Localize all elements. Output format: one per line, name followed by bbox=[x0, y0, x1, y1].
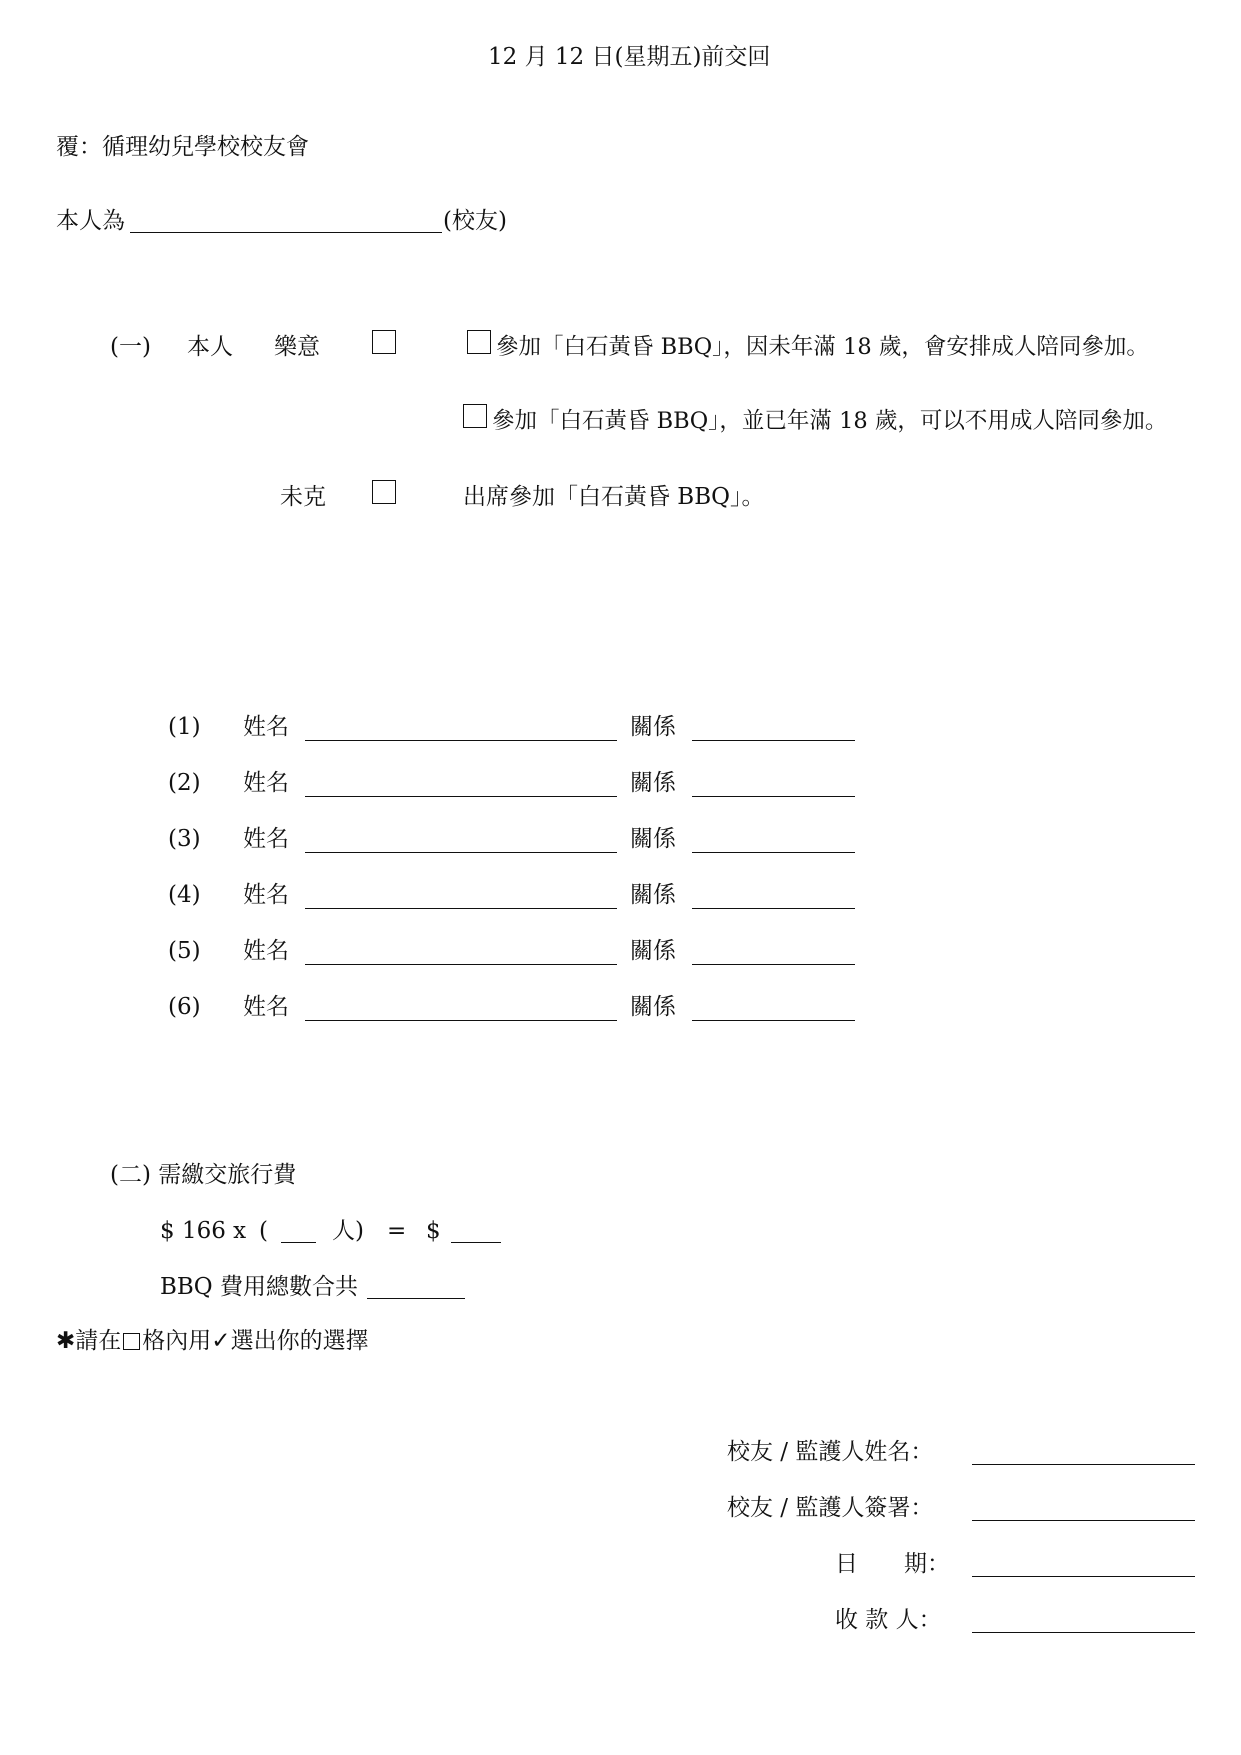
companion-relation-field[interactable] bbox=[692, 796, 855, 797]
companion-name-field[interactable] bbox=[305, 852, 617, 853]
companion-name-label: 姓名 bbox=[243, 882, 289, 908]
identity-prefix: 本人為 bbox=[56, 208, 125, 234]
companion-relation-label: 關係 bbox=[630, 826, 676, 852]
companion-relation-label: 關係 bbox=[630, 770, 676, 796]
total-amount-field[interactable] bbox=[367, 1298, 465, 1299]
alumni-name-field[interactable] bbox=[130, 232, 442, 233]
option-b-checkbox[interactable] bbox=[463, 404, 487, 428]
fee-amount-field[interactable] bbox=[451, 1242, 501, 1243]
option-b-text: 參加「白石黃昏 BBQ」，並已年滿 18 歲，可以不用成人陪同參加。 bbox=[492, 408, 1168, 434]
note-after: 選出你的選擇 bbox=[230, 1328, 369, 1354]
guardian-signature-label: 校友 / 監護人簽署： bbox=[727, 1495, 934, 1521]
companion-relation-field[interactable] bbox=[692, 1020, 855, 1021]
checkbox-icon bbox=[123, 1333, 140, 1350]
companion-index: (3) bbox=[168, 826, 201, 852]
companion-index: (6) bbox=[168, 994, 201, 1020]
people-count-field[interactable] bbox=[281, 1242, 316, 1243]
companion-relation-field[interactable] bbox=[692, 964, 855, 965]
submission-deadline: 12 月 12 日(星期五)前交回 bbox=[488, 44, 771, 70]
companion-index: (2) bbox=[168, 770, 201, 796]
fee-equals: = bbox=[387, 1218, 407, 1244]
star-icon: ✱ bbox=[56, 1328, 76, 1354]
fee-price: $ 166 x bbox=[160, 1218, 247, 1244]
companion-index: (5) bbox=[168, 938, 201, 964]
companion-relation-label: 關係 bbox=[630, 882, 676, 908]
companion-name-field[interactable] bbox=[305, 964, 617, 965]
companion-name-label: 姓名 bbox=[243, 770, 289, 796]
companion-name-label: 姓名 bbox=[243, 714, 289, 740]
companion-relation-field[interactable] bbox=[692, 852, 855, 853]
date-label: 日 期： bbox=[835, 1551, 950, 1577]
note-before: 請在 bbox=[75, 1328, 122, 1354]
companion-name-field[interactable] bbox=[305, 908, 617, 909]
companion-index: (1) bbox=[168, 714, 201, 740]
receiver-label: 收 款 人： bbox=[835, 1607, 942, 1633]
checkmark-icon: ✓ bbox=[211, 1328, 231, 1354]
unable-label: 未克 bbox=[280, 484, 326, 510]
total-label: BBQ 費用總數合共 bbox=[160, 1274, 358, 1300]
section1-subject: 本人 bbox=[187, 334, 233, 360]
guardian-name-label: 校友 / 監護人姓名： bbox=[727, 1439, 934, 1465]
companion-name-field[interactable] bbox=[305, 1020, 617, 1021]
section2-title: (二) 需繳交旅行費 bbox=[110, 1162, 297, 1188]
guardian-name-field[interactable] bbox=[972, 1464, 1195, 1465]
companion-relation-label: 關係 bbox=[630, 994, 676, 1020]
instruction-note bbox=[56, 1330, 369, 1353]
option-a-checkbox[interactable] bbox=[467, 330, 491, 354]
companion-relation-field[interactable] bbox=[692, 908, 855, 909]
companion-relation-field[interactable] bbox=[692, 740, 855, 741]
willing-checkbox[interactable] bbox=[372, 330, 396, 354]
unable-text: 出席參加「白石黃昏 BBQ」。 bbox=[463, 484, 765, 510]
companion-name-field[interactable] bbox=[305, 796, 617, 797]
companion-name-field[interactable] bbox=[305, 740, 617, 741]
fee-people-label: 人) bbox=[332, 1218, 364, 1244]
companion-relation-label: 關係 bbox=[630, 714, 676, 740]
receiver-field[interactable] bbox=[972, 1632, 1195, 1633]
companion-index: (4) bbox=[168, 882, 201, 908]
fee-dollar: $ bbox=[426, 1218, 441, 1244]
fee-open-paren: ( bbox=[259, 1218, 268, 1244]
unable-checkbox[interactable] bbox=[372, 480, 396, 504]
guardian-signature-field[interactable] bbox=[972, 1520, 1195, 1521]
companion-name-label: 姓名 bbox=[243, 994, 289, 1020]
note-middle: 格內用 bbox=[142, 1328, 212, 1354]
section1-number: (一) bbox=[110, 334, 151, 360]
addressee: 覆：循理幼兒學校校友會 bbox=[56, 134, 309, 160]
identity-suffix: (校友) bbox=[443, 208, 507, 234]
date-field[interactable] bbox=[972, 1576, 1195, 1577]
option-a-text: 參加「白石黃昏 BBQ」，因未年滿 18 歲，會安排成人陪同參加。 bbox=[496, 334, 1149, 360]
companion-relation-label: 關係 bbox=[630, 938, 676, 964]
companion-name-label: 姓名 bbox=[243, 826, 289, 852]
willing-label: 樂意 bbox=[274, 334, 320, 360]
companion-name-label: 姓名 bbox=[243, 938, 289, 964]
